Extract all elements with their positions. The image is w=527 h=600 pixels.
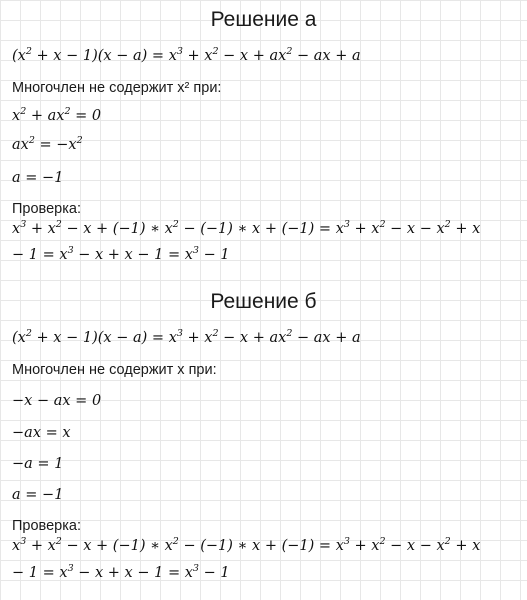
- solution-a-step-2: $ax^2 = -x^2$: [12, 135, 83, 153]
- solution-b-check-line-1: $x^3 + x^2 - x + (-1)$ ∗ $x^2 - (-1)$ ∗ $x + (-1) = x^3 + x^2 - x - x^2 + x$: [12, 536, 481, 554]
- solution-a-step-1: $x^2 + ax^2 = 0$: [12, 106, 102, 124]
- solution-b-expansion: $(x^2 + x - 1)(x - a) = x^3 + x^2 - x + ax^2$ − ax + a: [12, 328, 361, 346]
- solution-b-step-2: −ax = x: [12, 425, 71, 441]
- solution-a-check-line-1: $x^3 + x^2 - x + (-1)$ ∗ $x^2 - (-1)$ ∗ $x + (-1) = x^3 + x^2 - x - x^2 + x$: [12, 219, 481, 237]
- solution-a-check-label: Проверка:: [12, 201, 81, 217]
- solution-b-check-line-2: − $1 = x^3 - x + x - 1 = x^3 - 1$: [12, 563, 230, 581]
- solution-a-check-line-2: − $1 = x^3 - x + x - 1 = x^3 - 1$: [12, 245, 230, 263]
- solution-b-check-label: Проверка:: [12, 518, 81, 534]
- solution-a-condition: Многочлен не содержит x² при:: [12, 80, 222, 96]
- solution-b-step-1: −x − ax = 0: [12, 393, 102, 409]
- solution-b-title: Решение б: [210, 290, 317, 313]
- solution-b-step-4: a = −1: [12, 487, 64, 503]
- solution-b-step-3: −a = 1: [12, 456, 64, 472]
- solution-b-condition: Многочлен не содержит x при:: [12, 362, 217, 378]
- solution-a-expansion: $(x^2 + x - 1)(x - a) = x^3 + x^2 - x + ax^2$ − ax + a: [12, 46, 361, 64]
- solution-a-step-3: a = −1: [12, 170, 64, 186]
- solution-a-title: Решение а: [210, 8, 317, 31]
